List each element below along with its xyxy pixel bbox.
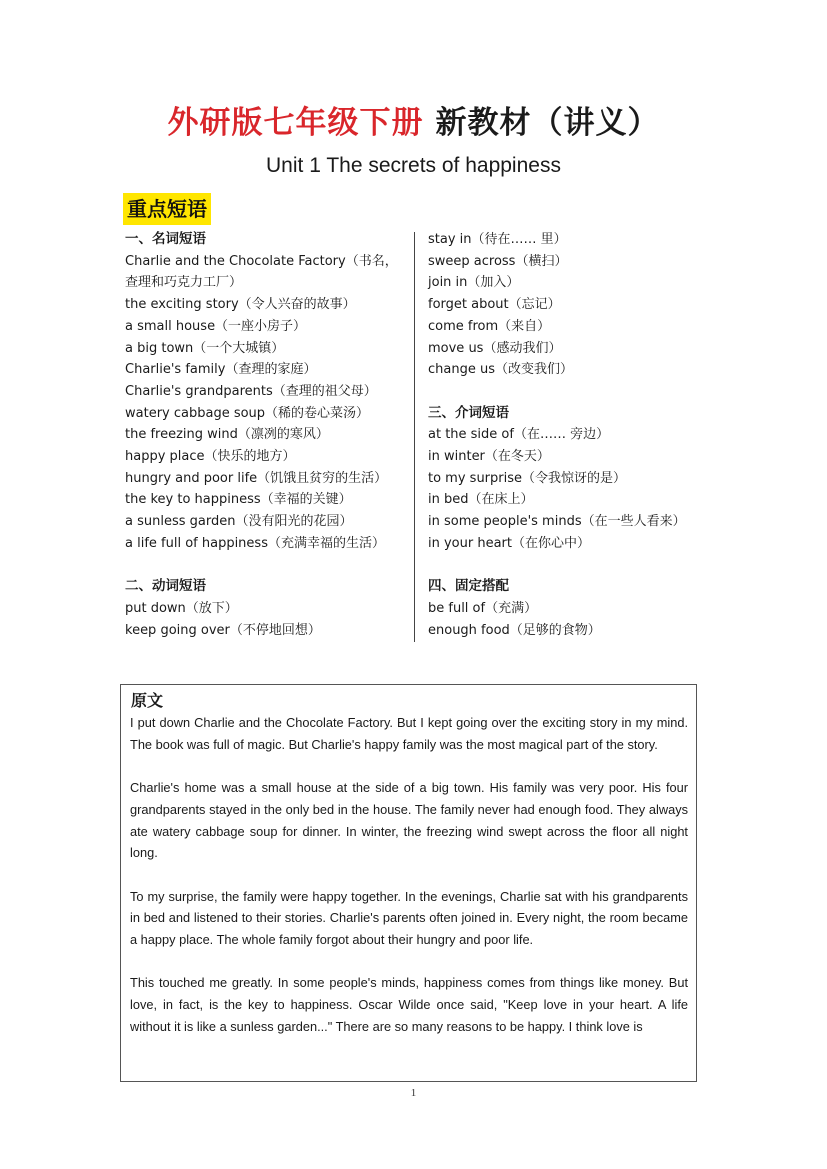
phrase-item: a life full of happiness（充满幸福的生活） xyxy=(125,535,385,551)
phrase-item: keep going over（不停地回想） xyxy=(125,622,321,638)
phrase-item: stay in（待在…… 里） xyxy=(428,232,567,247)
fixed-phrases-heading: 四、固定搭配 xyxy=(428,578,509,595)
phrase-item: join in（加入） xyxy=(428,275,520,291)
phrase-item: be full of（充满） xyxy=(428,600,538,616)
original-text-title: 原文 xyxy=(131,691,164,710)
phrase-item: in winter（在冬天） xyxy=(428,449,550,465)
page-number: 1 xyxy=(410,1087,417,1099)
page-title xyxy=(0,103,827,143)
phrase-item: move us（感动我们） xyxy=(428,340,562,356)
original-text-body xyxy=(130,712,688,1059)
phrase-item: hungry and poor life（饥饿且贫穷的生活） xyxy=(125,470,388,486)
phrase-item: to my surprise（令我惊讶的是） xyxy=(428,470,627,486)
key-phrases-heading: 重点短语 xyxy=(123,193,211,225)
phrase-item: in your heart（在你心中） xyxy=(428,535,590,551)
phrase-item: sweep across（横扫） xyxy=(428,253,568,269)
prep-phrases-heading: 三、介词短语 xyxy=(428,404,509,421)
phrase-item: happy place（快乐的地方） xyxy=(125,449,296,465)
title-sub: 新教材（讲义） xyxy=(435,105,660,141)
original-text-box xyxy=(120,684,697,1082)
phrase-item: in bed（在床上） xyxy=(428,492,534,508)
phrase-item: Charlie's grandparents（查理的祖父母） xyxy=(125,383,377,399)
phrase-item: a small house（一座小房子） xyxy=(125,318,307,334)
phrase-item: forget about（忘记） xyxy=(428,297,561,313)
phrase-item: at the side of（在…… 旁边） xyxy=(428,427,610,443)
phrase-item: Charlie's family（查理的家庭） xyxy=(125,362,317,378)
column-divider xyxy=(414,232,415,642)
phrase-item: a sunless garden（没有阳光的花园） xyxy=(125,514,353,530)
phrase-item: the freezing wind（凛冽的寒风） xyxy=(125,427,329,443)
phrase-item: Charlie and the Chocolate Factory（书名，查理和巧克力工厂） xyxy=(125,253,398,291)
phrase-item: a big town（一个大城镇） xyxy=(125,340,285,356)
phrase-item: watery cabbage soup（稀的卷心菜汤） xyxy=(125,405,370,421)
noun-phrases-heading: 一、名词短语 xyxy=(125,231,206,247)
paragraph: To my surprise, the family were happy together. In the evenings, Charlie sat with his grandparents in bed and listened to their stories. Charlie's parents often joined in. Every night, the room became a happy place. The whole family forgot about their hungry and poor life. xyxy=(130,888,688,947)
unit-subtitle: Unit 1 The secrets of happiness xyxy=(266,154,561,177)
phrase-item: put down（放下） xyxy=(125,600,238,616)
phrase-item: the key to happiness（幸福的关键） xyxy=(125,492,352,508)
phrase-item: in some people's minds（在一些人看来） xyxy=(428,514,686,530)
paragraph: I put down Charlie and the Chocolate Factory. But I kept going over the exciting story in my mind. The book was full of magic. But Charlie's happy family was the most magical part of the story. xyxy=(130,715,688,752)
phrases-left-column xyxy=(125,229,405,641)
phrase-item: enough food（足够的食物） xyxy=(428,622,601,638)
phrase-item: come from（来自） xyxy=(428,318,551,334)
paragraph: This touched me greatly. In some people's minds, happiness comes from things like money. But love, in fact, is the key to happiness. Oscar Wilde once said, "Keep love in your heart. A life without it is like a sunless garden..." There are so many reasons to be happy. I think love is xyxy=(130,975,688,1034)
title-main: 外研版七年级下册 xyxy=(167,105,424,141)
phrases-right-column xyxy=(428,229,718,641)
verb-phrases-heading: 二、动词短语 xyxy=(125,578,206,595)
phrase-item: the exciting story（令人兴奋的故事） xyxy=(125,297,356,313)
paragraph: Charlie's home was a small house at the side of a big town. His family was very poor. His four grandparents stayed in the only bed in the house. The family never had enough food. They always ate watery cabbage soup for dinner. In winter, the freezing wind swept across the floor all night long. xyxy=(130,780,688,861)
phrase-item: change us（改变我们） xyxy=(428,362,573,378)
